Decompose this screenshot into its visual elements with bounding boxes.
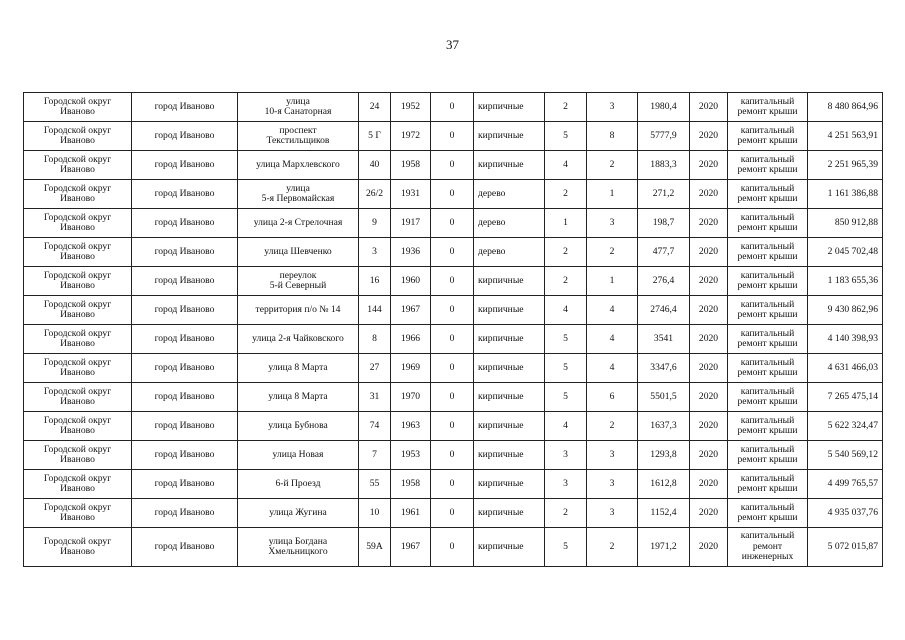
municipality-cell: Городской округ Иваново — [24, 151, 132, 180]
table-row — [24, 180, 883, 209]
year-built-cell: 1961 — [391, 499, 431, 528]
house-number-cell: 59А — [359, 528, 391, 567]
repair-year-cell: 2020 — [690, 296, 728, 325]
repair-year-cell: 2020 — [690, 209, 728, 238]
municipality-cell: Городской округ Иваново — [24, 499, 132, 528]
wall-material-cell: кирпичные — [474, 441, 545, 470]
floors-cell: 5 — [545, 383, 587, 412]
table-body — [24, 93, 883, 567]
year-major-repair-cell: 0 — [431, 122, 474, 151]
settlement-cell: город Иваново — [132, 354, 238, 383]
cost-cell: 4 499 765,57 — [808, 470, 883, 499]
house-number-cell: 27 — [359, 354, 391, 383]
floors-cell: 2 — [545, 180, 587, 209]
municipality-cell: Городской округ Иваново — [24, 441, 132, 470]
entrances-cell: 3 — [587, 209, 638, 238]
cost-cell: 9 430 862,96 — [808, 296, 883, 325]
settlement-cell: город Иваново — [132, 470, 238, 499]
entrances-cell: 1 — [587, 267, 638, 296]
year-built-cell: 1970 — [391, 383, 431, 412]
year-built-cell: 1966 — [391, 325, 431, 354]
floors-cell: 3 — [545, 470, 587, 499]
house-number-cell: 55 — [359, 470, 391, 499]
area-cell: 1637,3 — [638, 412, 690, 441]
street-cell: 6-й Проезд — [238, 470, 359, 499]
repair-year-cell: 2020 — [690, 528, 728, 567]
settlement-cell: город Иваново — [132, 296, 238, 325]
street-cell: улица Мархлевского — [238, 151, 359, 180]
area-cell: 3347,6 — [638, 354, 690, 383]
house-number-cell: 16 — [359, 267, 391, 296]
repair-year-cell: 2020 — [690, 470, 728, 499]
municipality-cell: Городской округ Иваново — [24, 325, 132, 354]
house-number-cell: 40 — [359, 151, 391, 180]
settlement-cell: город Иваново — [132, 325, 238, 354]
year-built-cell: 1960 — [391, 267, 431, 296]
year-built-cell: 1958 — [391, 470, 431, 499]
street-cell: территория п/о № 14 — [238, 296, 359, 325]
house-number-cell: 10 — [359, 499, 391, 528]
year-built-cell: 1967 — [391, 296, 431, 325]
street-cell: улица Новая — [238, 441, 359, 470]
table-row — [24, 383, 883, 412]
work-type-cell: капитальный ремонт крыши — [728, 499, 808, 528]
settlement-cell: город Иваново — [132, 441, 238, 470]
cost-cell: 4 631 466,03 — [808, 354, 883, 383]
floors-cell: 5 — [545, 122, 587, 151]
municipality-cell: Городской округ Иваново — [24, 296, 132, 325]
year-major-repair-cell: 0 — [431, 151, 474, 180]
area-cell: 5501,5 — [638, 383, 690, 412]
house-number-cell: 5 Г — [359, 122, 391, 151]
area-cell: 1980,4 — [638, 93, 690, 122]
floors-cell: 3 — [545, 441, 587, 470]
house-number-cell: 9 — [359, 209, 391, 238]
settlement-cell: город Иваново — [132, 209, 238, 238]
settlement-cell: город Иваново — [132, 122, 238, 151]
year-built-cell: 1917 — [391, 209, 431, 238]
work-type-cell: капитальный ремонт крыши — [728, 354, 808, 383]
table-row — [24, 528, 883, 567]
year-built-cell: 1967 — [391, 528, 431, 567]
street-cell: улица 8 Марта — [238, 354, 359, 383]
year-major-repair-cell: 0 — [431, 528, 474, 567]
cost-cell: 7 265 475,14 — [808, 383, 883, 412]
house-number-cell: 7 — [359, 441, 391, 470]
municipality-cell: Городской округ Иваново — [24, 238, 132, 267]
house-number-cell: 144 — [359, 296, 391, 325]
year-built-cell: 1958 — [391, 151, 431, 180]
page-number: 37 — [446, 37, 459, 52]
settlement-cell: город Иваново — [132, 151, 238, 180]
entrances-cell: 3 — [587, 470, 638, 499]
municipality-cell: Городской округ Иваново — [24, 470, 132, 499]
wall-material-cell: кирпичные — [474, 296, 545, 325]
settlement-cell: город Иваново — [132, 499, 238, 528]
wall-material-cell: кирпичные — [474, 383, 545, 412]
wall-material-cell: кирпичные — [474, 470, 545, 499]
repair-year-cell: 2020 — [690, 441, 728, 470]
year-major-repair-cell: 0 — [431, 93, 474, 122]
floors-cell: 2 — [545, 238, 587, 267]
table-row — [24, 296, 883, 325]
year-built-cell: 1936 — [391, 238, 431, 267]
year-built-cell: 1953 — [391, 441, 431, 470]
year-major-repair-cell: 0 — [431, 383, 474, 412]
settlement-cell: город Иваново — [132, 383, 238, 412]
work-type-cell: капитальный ремонт крыши — [728, 383, 808, 412]
work-type-cell: капитальный ремонт крыши — [728, 122, 808, 151]
year-built-cell: 1972 — [391, 122, 431, 151]
municipality-cell: Городской округ Иваново — [24, 122, 132, 151]
table-row — [24, 499, 883, 528]
area-cell: 5777,9 — [638, 122, 690, 151]
cost-cell: 850 912,88 — [808, 209, 883, 238]
entrances-cell: 4 — [587, 325, 638, 354]
area-cell: 276,4 — [638, 267, 690, 296]
floors-cell: 2 — [545, 499, 587, 528]
settlement-cell: город Иваново — [132, 238, 238, 267]
cost-cell: 1 183 655,36 — [808, 267, 883, 296]
cost-cell: 2 251 965,39 — [808, 151, 883, 180]
work-type-cell: капитальный ремонт крыши — [728, 238, 808, 267]
work-type-cell: капитальный ремонт крыши — [728, 93, 808, 122]
cost-cell: 5 622 324,47 — [808, 412, 883, 441]
municipality-cell: Городской округ Иваново — [24, 528, 132, 567]
year-built-cell: 1969 — [391, 354, 431, 383]
table-row — [24, 209, 883, 238]
table-row — [24, 122, 883, 151]
street-cell: улица Богдана Хмельницкого — [238, 528, 359, 567]
settlement-cell: город Иваново — [132, 528, 238, 567]
house-number-cell: 74 — [359, 412, 391, 441]
table-row — [24, 354, 883, 383]
repair-year-cell: 2020 — [690, 238, 728, 267]
floors-cell: 4 — [545, 151, 587, 180]
work-type-cell: капитальный ремонт крыши — [728, 412, 808, 441]
year-major-repair-cell: 0 — [431, 267, 474, 296]
year-major-repair-cell: 0 — [431, 238, 474, 267]
street-cell: улица Жугина — [238, 499, 359, 528]
street-cell: переулок 5-й Северный — [238, 267, 359, 296]
entrances-cell: 3 — [587, 441, 638, 470]
repair-year-cell: 2020 — [690, 354, 728, 383]
floors-cell: 5 — [545, 528, 587, 567]
settlement-cell: город Иваново — [132, 267, 238, 296]
table-row — [24, 238, 883, 267]
area-cell: 1883,3 — [638, 151, 690, 180]
area-cell: 271,2 — [638, 180, 690, 209]
year-major-repair-cell: 0 — [431, 209, 474, 238]
entrances-cell: 8 — [587, 122, 638, 151]
repair-year-cell: 2020 — [690, 122, 728, 151]
wall-material-cell: кирпичные — [474, 499, 545, 528]
municipality-cell: Городской округ Иваново — [24, 267, 132, 296]
wall-material-cell: кирпичные — [474, 122, 545, 151]
work-type-cell: капитальный ремонт крыши — [728, 267, 808, 296]
house-number-cell: 3 — [359, 238, 391, 267]
cost-cell: 8 480 864,96 — [808, 93, 883, 122]
wall-material-cell: кирпичные — [474, 325, 545, 354]
floors-cell: 2 — [545, 93, 587, 122]
entrances-cell: 2 — [587, 151, 638, 180]
year-major-repair-cell: 0 — [431, 499, 474, 528]
house-number-cell: 26/2 — [359, 180, 391, 209]
cost-cell: 1 161 386,88 — [808, 180, 883, 209]
repair-year-cell: 2020 — [690, 151, 728, 180]
table-row — [24, 412, 883, 441]
table-row — [24, 93, 883, 122]
floors-cell: 1 — [545, 209, 587, 238]
street-cell: проспект Текстильщиков — [238, 122, 359, 151]
year-major-repair-cell: 0 — [431, 412, 474, 441]
year-major-repair-cell: 0 — [431, 180, 474, 209]
entrances-cell: 2 — [587, 528, 638, 567]
area-cell: 198,7 — [638, 209, 690, 238]
wall-material-cell: кирпичные — [474, 528, 545, 567]
street-cell: улица Шевченко — [238, 238, 359, 267]
year-built-cell: 1952 — [391, 93, 431, 122]
cost-cell: 4 140 398,93 — [808, 325, 883, 354]
year-major-repair-cell: 0 — [431, 470, 474, 499]
settlement-cell: город Иваново — [132, 412, 238, 441]
cost-cell: 4 251 563,91 — [808, 122, 883, 151]
year-major-repair-cell: 0 — [431, 354, 474, 383]
wall-material-cell: кирпичные — [474, 412, 545, 441]
street-cell: улица 5-я Первомайская — [238, 180, 359, 209]
entrances-cell: 3 — [587, 499, 638, 528]
repair-year-cell: 2020 — [690, 325, 728, 354]
table-row — [24, 151, 883, 180]
area-cell: 2746,4 — [638, 296, 690, 325]
municipality-cell: Городской округ Иваново — [24, 383, 132, 412]
settlement-cell: город Иваново — [132, 180, 238, 209]
year-major-repair-cell: 0 — [431, 441, 474, 470]
work-type-cell: капитальный ремонт крыши — [728, 209, 808, 238]
year-built-cell: 1931 — [391, 180, 431, 209]
entrances-cell: 3 — [587, 93, 638, 122]
municipality-cell: Городской округ Иваново — [24, 209, 132, 238]
work-type-cell: капитальный ремонт крыши — [728, 296, 808, 325]
floors-cell: 5 — [545, 325, 587, 354]
wall-material-cell: дерево — [474, 180, 545, 209]
repair-year-cell: 2020 — [690, 412, 728, 441]
municipality-cell: Городской округ Иваново — [24, 93, 132, 122]
wall-material-cell: дерево — [474, 209, 545, 238]
floors-cell: 5 — [545, 354, 587, 383]
work-type-cell: капитальный ремонт крыши — [728, 325, 808, 354]
work-type-cell: капитальный ремонт крыши — [728, 470, 808, 499]
municipality-cell: Городской округ Иваново — [24, 412, 132, 441]
wall-material-cell: кирпичные — [474, 354, 545, 383]
cost-cell: 2 045 702,48 — [808, 238, 883, 267]
area-cell: 1612,8 — [638, 470, 690, 499]
table-row — [24, 470, 883, 499]
street-cell: улица 8 Марта — [238, 383, 359, 412]
table-row — [24, 267, 883, 296]
entrances-cell: 4 — [587, 354, 638, 383]
entrances-cell: 2 — [587, 238, 638, 267]
entrances-cell: 1 — [587, 180, 638, 209]
work-type-cell: капитальный ремонт крыши — [728, 180, 808, 209]
year-built-cell: 1963 — [391, 412, 431, 441]
repair-year-cell: 2020 — [690, 499, 728, 528]
cost-cell: 5 540 569,12 — [808, 441, 883, 470]
year-major-repair-cell: 0 — [431, 325, 474, 354]
work-type-cell: капитальный ремонт инженерных — [728, 528, 808, 567]
cost-cell: 4 935 037,76 — [808, 499, 883, 528]
municipality-cell: Городской округ Иваново — [24, 354, 132, 383]
wall-material-cell: дерево — [474, 238, 545, 267]
municipality-cell: Городской округ Иваново — [24, 180, 132, 209]
area-cell: 477,7 — [638, 238, 690, 267]
street-cell: улица 2-я Стрелочная — [238, 209, 359, 238]
area-cell: 1152,4 — [638, 499, 690, 528]
street-cell: улица 10-я Санаторная — [238, 93, 359, 122]
table-row — [24, 325, 883, 354]
street-cell: улица 2-я Чайковского — [238, 325, 359, 354]
work-type-cell: капитальный ремонт крыши — [728, 151, 808, 180]
repair-year-cell: 2020 — [690, 383, 728, 412]
entrances-cell: 6 — [587, 383, 638, 412]
work-type-cell: капитальный ремонт крыши — [728, 441, 808, 470]
housing-repair-table — [23, 92, 883, 567]
house-number-cell: 24 — [359, 93, 391, 122]
wall-material-cell: кирпичные — [474, 151, 545, 180]
cost-cell: 5 072 015,87 — [808, 528, 883, 567]
repair-year-cell: 2020 — [690, 267, 728, 296]
year-major-repair-cell: 0 — [431, 296, 474, 325]
floors-cell: 2 — [545, 267, 587, 296]
floors-cell: 4 — [545, 296, 587, 325]
settlement-cell: город Иваново — [132, 93, 238, 122]
area-cell: 1971,2 — [638, 528, 690, 567]
house-number-cell: 8 — [359, 325, 391, 354]
table-row — [24, 441, 883, 470]
area-cell: 3541 — [638, 325, 690, 354]
floors-cell: 4 — [545, 412, 587, 441]
wall-material-cell: кирпичные — [474, 93, 545, 122]
area-cell: 1293,8 — [638, 441, 690, 470]
wall-material-cell: кирпичные — [474, 267, 545, 296]
repair-year-cell: 2020 — [690, 180, 728, 209]
repair-year-cell: 2020 — [690, 93, 728, 122]
entrances-cell: 4 — [587, 296, 638, 325]
house-number-cell: 31 — [359, 383, 391, 412]
entrances-cell: 2 — [587, 412, 638, 441]
street-cell: улица Бубнова — [238, 412, 359, 441]
